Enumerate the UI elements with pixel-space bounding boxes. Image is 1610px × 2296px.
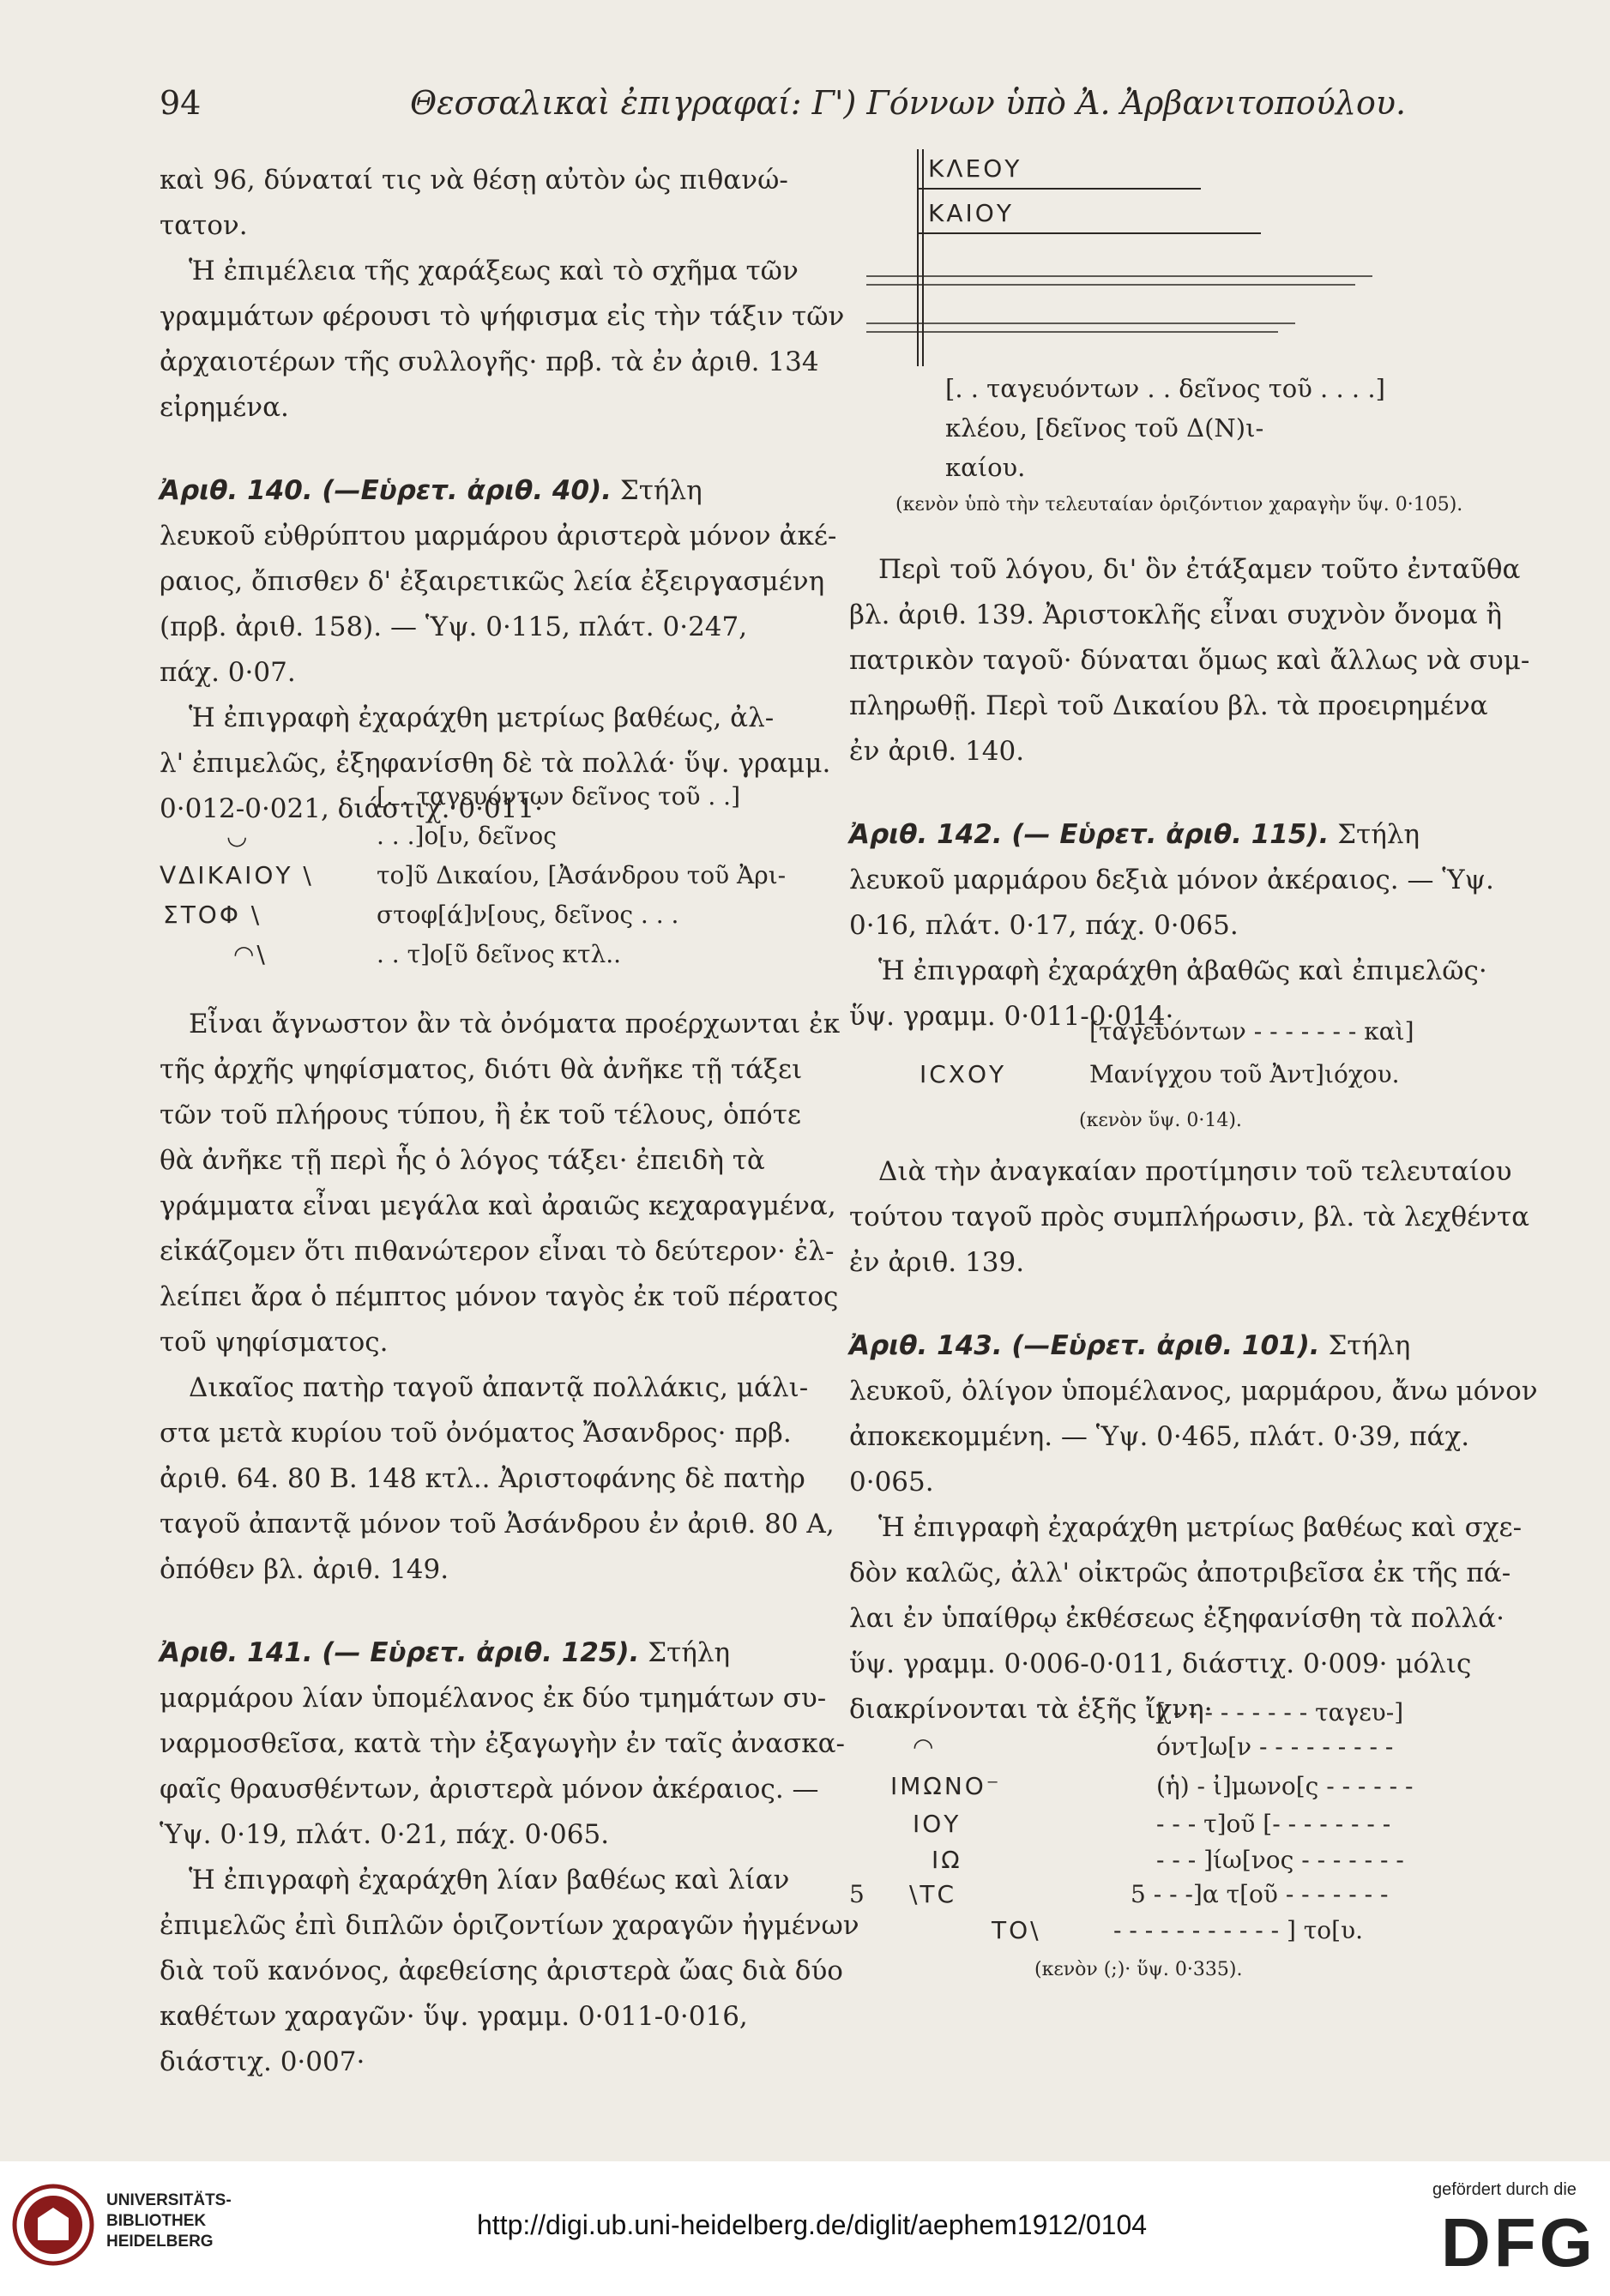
inscription-140-reading: το]ῦ Δικαίου, [Ἀσάνδρου τοῦ Ἀρι- [377, 861, 787, 889]
left-column [160, 158, 845, 832]
entry-140-line: 0·012-0·021, διάστιχ. 0·011· [160, 793, 543, 824]
entry-143-line: λευκοῦ, ὀλίγον ὑπομέλανος, μαρμάρου, ἄνω μόνον [849, 1376, 1538, 1407]
inscription-140-majuscule: ◠\ [233, 940, 268, 968]
entry-140-first-line: Ἀριθ. 140. (—Εὑρετ. ἀριθ. 40). Στήλη [160, 475, 702, 506]
entry-143-heading: Ἀριθ. 143. (—Εὑρετ. ἀριθ. 101). [849, 1330, 1320, 1361]
entry-142-heading: Ἀριθ. 142. (— Εὑρετ. ἀριθ. 115). [849, 819, 1330, 850]
inscription-143-majuscule: ◠ [913, 1733, 937, 1761]
inscription-143-majuscule: \ΤC [909, 1880, 957, 1908]
entry-140-line: ραιος, ὄπισθεν δ' ἐξαιρετικῶς λεία ἐξειργασμένη [160, 566, 825, 597]
footer-bar [0, 2161, 1610, 2296]
inscription-143-reading: - - - - - - - - - - - ] το[υ. [1113, 1916, 1363, 1944]
reading-line: κλέου, [δεῖνος τοῦ Δ(Ν)ι- [945, 413, 1264, 443]
entry-140-line: Ἡ ἐπιγραφὴ ἐχαράχθη μετρίως βαθέως, ἀλ- [189, 702, 775, 733]
inscription-140-reading: στοφ[ά]ν[ους, δεῖνος . . . [377, 901, 679, 929]
reading-142-line: [ταγευόντων - - - - - - - καὶ] [1089, 1017, 1414, 1046]
entry-142-first-line: Ἀριθ. 142. (— Εὑρετ. ἀριθ. 115). Στήλη [849, 819, 1420, 850]
entry-141-line: μαρμάρου λίαν ὑπομέλανος ἐκ δύο τμημάτων συ- [160, 1683, 827, 1714]
note-143: (κενὸν (;)· ὕψ. 0·335). [1034, 1959, 1243, 1980]
intro-line: Ἡ ἐπιμέλεια τῆς χαράξεως καὶ τὸ σχῆμα τῶν [189, 256, 799, 286]
intro-line: γραμμάτων φέρουσι τὸ ψήφισμα εἰς τὴν τάξιν τῶν [160, 301, 845, 332]
inscription-140-majuscule: ᐯΔΙΚΑΙΟΥ \ [160, 861, 314, 889]
running-title: Θεσσαλικαὶ ἐπιγραφαί: Γ') Γόννων ὑπὸ Ἀ. Ἀρβανιτοπούλου. [410, 84, 1407, 122]
stele-141-line1: ΚΛΕΟΥ [928, 154, 1022, 183]
inscription-140-reading: . . τ]ο[ῦ δεῖνος κτλ.. [377, 940, 622, 968]
entry-143-line: 0·065. [849, 1467, 934, 1498]
note-141: (κενὸν ὑπὸ τὴν τελευταίαν ὁριζόντιον χαραγὴν ὕψ. 0·105). [895, 494, 1463, 515]
paragraph-line: ὁπόθεν βλ. ἀριθ. 149. [160, 1554, 449, 1585]
entry-141-line: καθέτων χαραγῶν· ὕψ. γραμμ. 0·011-0·016, [160, 2001, 748, 2032]
paragraph-line: Δικαῖος πατὴρ ταγοῦ ἀπαντᾷ πολλάκις, μάλι- [189, 1372, 809, 1403]
inscription-143-reading: - - - ]ίω[νος - - - - - - - [1156, 1846, 1404, 1874]
entry-140-line: πάχ. 0·07. [160, 657, 296, 688]
entry-141-line: ἐπιμελῶς ἐπὶ διπλῶν ὁριζοντίων χαραγῶν ἠγμένων [160, 1910, 859, 1941]
paragraph-line: βλ. ἀριθ. 139. Ἀριστοκλῆς εἶναι συχνὸν ὄνομα ἢ [849, 600, 1503, 630]
entry-142-line: Ἡ ἐπιγραφὴ ἐχαράχθη ἀβαθῶς καὶ ἐπιμελῶς· [878, 955, 1487, 986]
dfg-logo: DFG [1441, 2204, 1596, 2281]
paragraph-line: λείπει ἄρα ὁ πέμπτος μόνον ταγὸς ἐκ τοῦ πέρατος [160, 1281, 839, 1312]
entry-141-first-line: Ἀριθ. 141. (— Εὑρετ. ἀριθ. 125). Στήλη [160, 1637, 731, 1668]
entry-141-line: Ἡ ἐπιγραφὴ ἐχαράχθη λίαν βαθέως καὶ λίαν [189, 1865, 790, 1895]
paragraph-line: τούτου ταγοῦ πρὸς συμπλήρωσιν, βλ. τὰ λεχθέντα [849, 1202, 1530, 1232]
paragraph-line: γράμματα εἶναι μεγάλα καὶ ἀραιῶς κεχαραγμένα, [160, 1190, 836, 1221]
paragraph-line: τοῦ ψηφίσματος. [160, 1327, 389, 1358]
permalink-url[interactable]: http://digi.ub.uni-heidelberg.de/diglit/aephem1912/0104 [477, 2209, 1148, 2240]
paragraph-line: θὰ ἀνῆκε τῇ περὶ ἧς ὁ λόγος τάξει· ἐπειδὴ τὰ [160, 1145, 765, 1176]
entry-143-line: ὕψ. γραμμ. 0·006-0·011, διάστιχ. 0·009· μόλις [849, 1648, 1472, 1679]
entry-141-heading: Ἀριθ. 141. (— Εὑρετ. ἀριθ. 125). [160, 1637, 640, 1668]
entry-140-line: (πρβ. ἀριθ. 158). — Ὑψ. 0·115, πλάτ. 0·247, [160, 612, 748, 642]
intro-line: εἰρημένα. [160, 392, 289, 423]
entry-141-line: διὰ τοῦ κανόνος, ἀφεθείσης ἀριστερὰ ὤας διὰ δύο [160, 1956, 843, 1986]
inscription-140-reading: . . .]ο[υ, δεῖνος [377, 822, 557, 850]
paragraph-line: τῶν τοῦ πλήρους τύπου, ἢ ἐκ τοῦ τέλους, ὁπότε [160, 1100, 801, 1130]
entry-143-first-line: Ἀριθ. 143. (—Εὑρετ. ἀριθ. 101). Στήλη [849, 1330, 1411, 1361]
entry-140-heading: Ἀριθ. 140. (—Εὑρετ. ἀριθ. 40). [160, 475, 612, 506]
inscription-140 [160, 782, 786, 979]
reading-line: [. . ταγευόντων . . δεῖνος τοῦ . . . .] [945, 374, 1385, 403]
university-seal-icon [12, 2184, 94, 2266]
entry-143-line: λαι ἐν ὑπαίθρῳ ἐκθέσεως ἐξηφανίσθη τὰ πολλά· [849, 1603, 1504, 1634]
entry-142-line: λευκοῦ μαρμάρου δεξιὰ μόνον ἀκέραιος. — Ὑψ. [849, 865, 1494, 895]
inscription-143-majuscule: ΙΟΥ [913, 1810, 962, 1838]
right-column-lower [849, 1149, 1538, 1733]
intro-line: τατον. [160, 210, 248, 241]
paragraph-line: τῆς ἀρχῆς ψηφίσματος, διότι θὰ ἀνῆκε τῇ τάξει [160, 1054, 803, 1085]
entry-142-line: 0·16, πλάτ. 0·17, πάχ. 0·065. [849, 910, 1239, 941]
paragraph-line: στα μετὰ κυρίου τοῦ ὀνόματος Ἄσανδρος· πρβ. [160, 1418, 792, 1449]
paragraph-line: εἰκάζομεν ὅτι πιθανώτερον εἶναι τὸ δεύτερον· ἐλ- [160, 1236, 835, 1267]
page-number: 94 [160, 84, 202, 122]
paragraph-line: ἐν ἀριθ. 140. [849, 736, 1025, 767]
entry-141-line: διάστιχ. 0·007· [160, 2046, 365, 2077]
library-name: UNIVERSITÄTS- BIBLIOTHEK HEIDELBERG [106, 2191, 232, 2251]
inscription-143-reading: 5 - - -]α τ[οῦ - - - - - - - [1131, 1880, 1389, 1908]
entry-141-line: ναρμοσθεῖσα, κατὰ τὴν ἐξαγωγὴν ἐν ταῖς ἀνασκα- [160, 1728, 846, 1759]
reading-141 [945, 369, 1426, 487]
intro-line: ἀρχαιοτέρων τῆς συλλογῆς· πρβ. τὰ ἐν ἀριθ. 134 [160, 347, 819, 377]
paragraph-line: Περὶ τοῦ λόγου, δι' ὃν ἐτάξαμεν τοῦτο ἐνταῦθα [878, 554, 1521, 585]
paragraph-line: ταγοῦ ἀπαντᾷ μόνον τοῦ Ἀσάνδρου ἐν ἀριθ. 80 Α, [160, 1509, 835, 1540]
paragraph-line: πατρικὸν ταγοῦ· δύναται ὅμως καὶ ἄλλως νὰ συμ- [849, 645, 1530, 676]
inscription-143-reading: όντ]ω[ν - - - - - - - - - [1156, 1733, 1394, 1761]
inscription-140-majuscule: ΣΤΟΦ \ [163, 901, 262, 929]
inscription-143 [841, 1698, 1475, 2007]
entry-141-line: Ὑψ. 0·19, πλάτ. 0·21, πάχ. 0·065. [160, 1819, 610, 1850]
stele-141-line2: ΚΑΙΟΥ [928, 199, 1014, 227]
sponsor-text: gefördert durch die [1432, 2180, 1577, 2199]
entry-143-line: ἀποκεκομμένη. — Ὑψ. 0·465, πλάτ. 0·39, πάχ. [849, 1421, 1470, 1452]
inscription-143-majuscule: ΤΟ\ [992, 1916, 1041, 1944]
entry-142-line: ὕψ. γραμμ. 0·011-0·014· [849, 1001, 1174, 1032]
entry-143-line: δὸν καλῶς, ἀλλ' οἰκτρῶς ἀποτριβεῖσα ἐκ τῆς πά- [849, 1558, 1511, 1588]
right-column [849, 547, 1530, 1040]
inscription-143-reading: (ἡ) - ἰ]μωνο[ς - - - - - - [1156, 1772, 1414, 1800]
entry-141-line: φαῖς θραυσθέντων, ἀριστερὰ μόνον ἀκέραιος. — [160, 1774, 819, 1805]
reading-line: καίου. [945, 453, 1026, 482]
reading-142-line: Μανίγχου τοῦ Ἀντ]ιόχου. [1089, 1060, 1400, 1088]
paragraph-line: Εἶναι ἄγνωστον ἂν τὰ ὀνόματα προέρχωνται ἐκ [189, 1009, 841, 1040]
entry-143-line: Ἡ ἐπιγραφὴ ἐχαράχθη μετρίως βαθέως καὶ σχε- [878, 1512, 1523, 1543]
paragraph-line: ἀριθ. 64. 80 Β. 148 κτλ.. Ἀριστοφάνης δὲ πατὴρ [160, 1463, 805, 1494]
note-142: (κενὸν ὕψ. 0·14). [1079, 1110, 1242, 1131]
entry-140-line: λευκοῦ εὐθρύπτου μαρμάρου ἀριστερὰ μόνον ἀκέ- [160, 521, 837, 551]
inscription-143-majuscule: ΙΩ [932, 1846, 962, 1874]
inscription-143-reading: - - - τ]ου̃ [- - - - - - - - [1156, 1810, 1391, 1838]
inscription-142-majuscule: ΙCΧΟΥ [920, 1060, 1007, 1088]
paragraph-line: ἐν ἀριθ. 139. [849, 1247, 1025, 1278]
inscription-140-majuscule: ◡ [226, 822, 250, 850]
intro-line: καὶ 96, δύναταί τις νὰ θέσῃ αὐτὸν ὡς πιθανώ- [160, 165, 788, 196]
inscription-143-line-number: 5 [849, 1880, 865, 1908]
paragraph-line: πληρωθῇ. Περὶ τοῦ Δικαίου βλ. τὰ προειρημένα [849, 690, 1488, 721]
left-column-lower [160, 1002, 859, 2085]
entry-143-line: διακρίνονται τὰ ἑξῆς ἴχνη· [849, 1694, 1213, 1725]
paragraph-line: Διὰ τὴν ἀναγκαίαν προτίμησιν τοῦ τελευταίου [878, 1156, 1512, 1187]
inscription-143-majuscule: ΙΜΩΝΟ⁻ [890, 1772, 1002, 1800]
inscription-143-reading: [ - - - - - - - - - ταγευ-] [1156, 1698, 1404, 1727]
inscription-140-reading: [. . ταγευόντων δεῖνος τοῦ . .] [377, 782, 741, 811]
entry-140-line: λ' ἐπιμελῶς, ἐξηφανίσθη δὲ τὰ πολλά· ὕψ. γραμμ. [160, 748, 831, 779]
